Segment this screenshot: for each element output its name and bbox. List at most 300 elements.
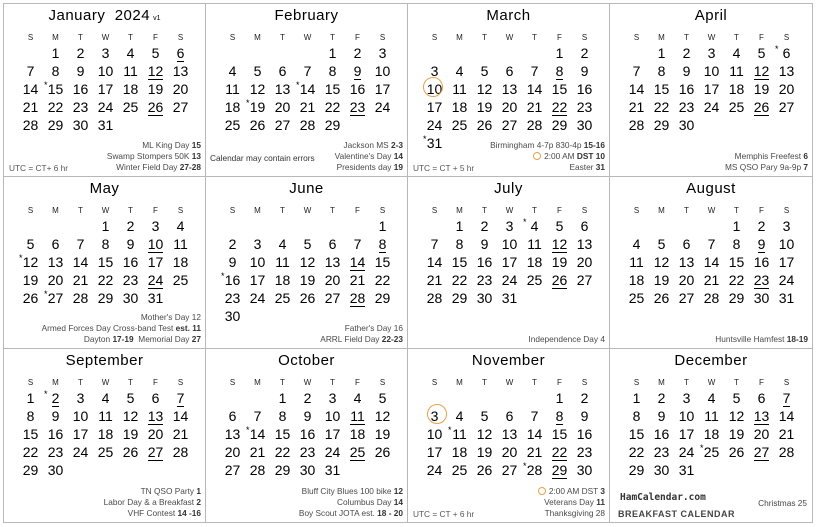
day-cell[interactable]: 17 bbox=[426, 444, 443, 461]
day-cell[interactable]: 9 bbox=[580, 408, 589, 425]
day-cell[interactable]: 7 bbox=[26, 63, 35, 79]
day-cell[interactable]: 15 bbox=[628, 426, 645, 443]
day-cell[interactable]: 16 bbox=[678, 81, 695, 97]
day-cell[interactable]: 5 bbox=[732, 390, 741, 407]
day-cell[interactable]: 19 bbox=[653, 271, 670, 288]
day-cell[interactable]: 1 bbox=[51, 45, 60, 61]
day-cell[interactable]: 21 bbox=[628, 99, 645, 115]
day-cell[interactable]: 2 bbox=[657, 390, 666, 407]
day-cell[interactable]: 1 bbox=[555, 390, 564, 407]
day-cell[interactable]: 22 bbox=[653, 99, 670, 115]
day-cell[interactable]: 11 bbox=[527, 235, 542, 252]
day-cell[interactable]: 7 bbox=[430, 235, 439, 252]
day-cell[interactable]: 4 bbox=[707, 390, 716, 407]
day-cell[interactable]: 30 bbox=[122, 289, 139, 306]
day-cell[interactable]: 2 bbox=[228, 235, 237, 252]
day-cell[interactable]: 12 bbox=[476, 81, 493, 97]
day-cell[interactable]: 26 bbox=[753, 99, 770, 115]
day-cell[interactable]: 26 bbox=[728, 444, 745, 461]
day-cell[interactable]: 20 bbox=[501, 99, 518, 115]
day-cell[interactable]: 18 bbox=[122, 81, 139, 97]
day-cell[interactable]: 30 bbox=[224, 307, 241, 324]
day-cell[interactable]: 11 bbox=[629, 253, 644, 270]
day-cell[interactable]: 10 bbox=[72, 408, 89, 425]
day-cell[interactable]: 26 bbox=[551, 271, 568, 288]
day-cell[interactable]: 29 bbox=[22, 462, 39, 479]
day-cell[interactable]: 18 bbox=[628, 271, 645, 288]
day-cell[interactable]: * 4 bbox=[523, 216, 539, 234]
day-cell[interactable]: 11 bbox=[704, 408, 719, 425]
day-cell[interactable]: 25 bbox=[97, 444, 114, 461]
day-cell[interactable]: 26 bbox=[476, 117, 493, 133]
day-cell[interactable]: 18 bbox=[526, 253, 543, 270]
day-cell[interactable]: 19 bbox=[147, 81, 164, 97]
day-cell[interactable]: 5 bbox=[253, 63, 262, 79]
day-cell[interactable]: 17 bbox=[249, 271, 266, 288]
day-cell[interactable]: 17 bbox=[72, 426, 89, 443]
day-cell[interactable]: 11 bbox=[729, 63, 744, 79]
day-cell[interactable]: 14 bbox=[172, 408, 189, 425]
day-cell[interactable]: 5 bbox=[480, 63, 489, 79]
day-cell[interactable]: 25 bbox=[172, 271, 189, 288]
day-cell[interactable]: 1 bbox=[455, 217, 464, 234]
day-cell[interactable]: 29 bbox=[47, 117, 64, 133]
day-cell[interactable]: 21 bbox=[172, 426, 189, 443]
day-cell[interactable]: 21 bbox=[249, 444, 266, 461]
day-cell[interactable]: 3 bbox=[101, 45, 110, 61]
day-cell[interactable]: 29 bbox=[653, 117, 670, 133]
day-cell[interactable]: 19 bbox=[22, 271, 39, 288]
day-cell[interactable]: 21 bbox=[22, 99, 39, 115]
day-cell[interactable]: 10 bbox=[97, 63, 114, 79]
day-cell[interactable]: 14 bbox=[72, 253, 89, 270]
day-cell[interactable]: 10 bbox=[324, 408, 341, 425]
day-cell[interactable]: 13 bbox=[576, 235, 593, 252]
day-cell[interactable]: 22 bbox=[451, 271, 468, 288]
day-cell[interactable]: 30 bbox=[753, 289, 770, 306]
day-cell[interactable]: 5 bbox=[303, 235, 312, 252]
day-cell[interactable]: 23 bbox=[678, 99, 695, 115]
day-cell[interactable]: 2 bbox=[757, 217, 766, 234]
day-cell[interactable]: 13 bbox=[274, 81, 291, 97]
day-cell[interactable]: 27 bbox=[753, 444, 770, 461]
day-cell[interactable]: 27 bbox=[274, 117, 291, 133]
day-cell[interactable]: 23 bbox=[476, 271, 493, 288]
day-cell[interactable]: 23 bbox=[653, 444, 670, 461]
day-cell[interactable]: 4 bbox=[455, 408, 464, 425]
day-cell[interactable]: 6 bbox=[328, 235, 337, 252]
day-cell[interactable]: 15 bbox=[22, 426, 39, 443]
day-cell[interactable]: 28 bbox=[172, 444, 189, 461]
day-cell[interactable]: 15 bbox=[97, 253, 114, 270]
day-cell[interactable]: 23 bbox=[576, 99, 593, 115]
day-cell[interactable]: 8 bbox=[732, 235, 741, 252]
day-cell[interactable]: 13 bbox=[501, 426, 518, 443]
day-cell[interactable]: 8 bbox=[51, 63, 60, 79]
day-cell[interactable]: 16 bbox=[576, 81, 593, 97]
day-cell[interactable]: 25 bbox=[274, 289, 291, 306]
day-cell[interactable]: 7 bbox=[707, 235, 716, 252]
day-cell[interactable]: 29 bbox=[628, 462, 645, 479]
day-cell[interactable]: 29 bbox=[374, 289, 391, 306]
day-cell[interactable]: 14 bbox=[426, 253, 443, 270]
day-cell[interactable]: 24 bbox=[249, 289, 266, 306]
day-cell[interactable]: 12 bbox=[476, 426, 493, 443]
day-cell[interactable]: 22 bbox=[47, 99, 64, 115]
day-cell[interactable]: 25 bbox=[728, 99, 745, 115]
day-cell[interactable]: 22 bbox=[22, 444, 39, 461]
day-cell[interactable]: 24 bbox=[97, 99, 114, 115]
day-cell[interactable]: 28 bbox=[72, 289, 89, 306]
day-cell[interactable]: 10 bbox=[374, 63, 391, 79]
day-cell[interactable]: 18 bbox=[451, 99, 468, 115]
day-cell[interactable]: 27 bbox=[147, 444, 164, 461]
day-cell[interactable]: 24 bbox=[678, 444, 695, 461]
day-cell[interactable]: 16 bbox=[122, 253, 139, 270]
day-cell[interactable]: 9 bbox=[580, 63, 589, 79]
day-cell[interactable]: 29 bbox=[551, 462, 568, 479]
day-cell[interactable]: 23 bbox=[72, 99, 89, 115]
day-cell[interactable]: 8 bbox=[555, 408, 564, 425]
day-cell[interactable]: 10 bbox=[249, 253, 266, 270]
day-cell[interactable]: 7 bbox=[632, 63, 641, 79]
day-cell[interactable]: 16 bbox=[47, 426, 64, 443]
day-cell[interactable]: 1 bbox=[632, 390, 641, 407]
day-cell[interactable]: 10 bbox=[426, 81, 443, 97]
day-cell[interactable]: 5 bbox=[151, 45, 160, 61]
day-cell[interactable]: 6 bbox=[757, 390, 766, 407]
day-cell[interactable]: 28 bbox=[299, 117, 316, 133]
day-cell[interactable]: 1 bbox=[378, 217, 387, 234]
day-cell[interactable]: 8 bbox=[657, 63, 666, 79]
day-cell[interactable]: 29 bbox=[324, 117, 341, 133]
day-cell[interactable]: 8 bbox=[555, 63, 564, 79]
day-cell[interactable]: 3 bbox=[378, 45, 387, 61]
day-cell[interactable]: 21 bbox=[526, 99, 543, 115]
day-cell[interactable]: 15 bbox=[274, 426, 291, 443]
day-cell[interactable]: 10 bbox=[778, 235, 795, 252]
day-cell[interactable]: 30 bbox=[72, 117, 89, 133]
day-cell[interactable]: 4 bbox=[278, 235, 287, 252]
day-cell[interactable]: 2 bbox=[480, 217, 489, 234]
day-cell[interactable]: 20 bbox=[753, 426, 770, 443]
day-cell[interactable]: 9 bbox=[657, 408, 666, 425]
day-cell[interactable]: * 31 bbox=[423, 134, 443, 151]
day-cell[interactable]: 29 bbox=[97, 289, 114, 306]
day-cell[interactable]: 20 bbox=[501, 444, 518, 461]
day-cell[interactable]: 21 bbox=[426, 271, 443, 288]
day-cell[interactable]: 1 bbox=[328, 45, 337, 61]
day-cell[interactable]: 29 bbox=[551, 117, 568, 133]
day-cell[interactable]: 6 bbox=[151, 390, 160, 407]
day-cell[interactable]: 25 bbox=[526, 271, 543, 288]
day-cell[interactable]: 6 bbox=[505, 408, 514, 425]
day-cell[interactable]: 17 bbox=[678, 426, 695, 443]
day-cell[interactable]: 18 bbox=[172, 253, 189, 270]
day-cell[interactable]: 6 bbox=[682, 235, 691, 252]
day-cell[interactable]: 1 bbox=[657, 45, 666, 61]
day-cell[interactable]: 15 bbox=[374, 253, 391, 270]
day-cell[interactable]: 24 bbox=[426, 462, 443, 479]
day-cell[interactable]: 3 bbox=[430, 63, 439, 79]
day-cell[interactable]: 24 bbox=[778, 271, 795, 288]
day-cell[interactable]: 29 bbox=[728, 289, 745, 306]
day-cell[interactable]: 7 bbox=[530, 63, 539, 79]
day-cell[interactable]: 9 bbox=[757, 235, 766, 252]
day-cell[interactable]: 31 bbox=[147, 289, 164, 306]
day-cell[interactable]: 31 bbox=[501, 289, 518, 306]
day-cell[interactable]: 4 bbox=[101, 390, 110, 407]
day-cell[interactable]: 20 bbox=[324, 271, 341, 288]
day-cell[interactable]: 10 bbox=[703, 63, 720, 79]
day-cell[interactable]: 3 bbox=[430, 408, 439, 425]
day-cell[interactable]: 6 bbox=[278, 63, 287, 79]
day-cell[interactable]: 11 bbox=[275, 253, 290, 270]
day-cell[interactable]: 5 bbox=[378, 390, 387, 407]
day-cell[interactable]: 16 bbox=[476, 253, 493, 270]
day-cell[interactable]: 13 bbox=[501, 81, 518, 97]
day-cell[interactable]: 7 bbox=[782, 390, 791, 407]
day-cell[interactable]: 4 bbox=[455, 63, 464, 79]
day-cell[interactable]: 2 bbox=[682, 45, 691, 61]
day-cell[interactable]: 22 bbox=[374, 271, 391, 288]
day-cell[interactable]: 13 bbox=[324, 253, 341, 270]
day-cell[interactable]: 20 bbox=[172, 81, 189, 97]
day-cell[interactable]: 11 bbox=[350, 408, 365, 425]
day-cell[interactable]: * 16 bbox=[221, 270, 241, 288]
day-cell[interactable]: 22 bbox=[324, 99, 341, 115]
day-cell[interactable]: 2 bbox=[580, 45, 589, 61]
day-cell[interactable]: 29 bbox=[451, 289, 468, 306]
day-cell[interactable]: 6 bbox=[505, 63, 514, 79]
day-cell[interactable]: 14 bbox=[22, 81, 39, 97]
day-cell[interactable]: 22 bbox=[97, 271, 114, 288]
day-cell[interactable]: 23 bbox=[224, 289, 241, 306]
day-cell[interactable]: 15 bbox=[551, 81, 568, 97]
day-cell[interactable]: 15 bbox=[324, 81, 341, 97]
day-cell[interactable]: 20 bbox=[147, 426, 164, 443]
day-cell[interactable]: 14 bbox=[703, 253, 720, 270]
day-cell[interactable]: 2 bbox=[76, 45, 85, 61]
day-cell[interactable]: 17 bbox=[778, 253, 795, 270]
day-cell[interactable]: 23 bbox=[576, 444, 593, 461]
day-cell[interactable]: 3 bbox=[782, 217, 791, 234]
day-cell[interactable]: 2 bbox=[126, 217, 135, 234]
day-cell[interactable]: 21 bbox=[72, 271, 89, 288]
day-cell[interactable]: 9 bbox=[353, 63, 362, 79]
day-cell[interactable]: 15 bbox=[551, 426, 568, 443]
day-cell[interactable]: 31 bbox=[324, 462, 341, 479]
day-cell[interactable]: 25 bbox=[224, 117, 241, 133]
day-cell[interactable]: 21 bbox=[526, 444, 543, 461]
day-cell[interactable]: * 19 bbox=[246, 98, 266, 115]
day-cell[interactable]: 9 bbox=[76, 63, 85, 79]
day-cell[interactable]: 8 bbox=[101, 235, 110, 252]
day-cell[interactable]: 21 bbox=[703, 271, 720, 288]
day-cell[interactable]: 12 bbox=[653, 253, 670, 270]
day-cell[interactable]: 30 bbox=[576, 462, 593, 479]
day-cell[interactable]: 22 bbox=[728, 271, 745, 288]
day-cell[interactable]: 7 bbox=[76, 235, 85, 252]
day-cell[interactable]: 23 bbox=[349, 99, 366, 115]
day-cell[interactable]: 24 bbox=[426, 117, 443, 133]
day-cell[interactable]: 18 bbox=[703, 426, 720, 443]
day-cell[interactable]: 19 bbox=[476, 99, 493, 115]
day-cell[interactable]: 13 bbox=[224, 426, 241, 443]
day-cell[interactable]: 5 bbox=[26, 235, 35, 252]
day-cell[interactable]: 20 bbox=[224, 444, 241, 461]
day-cell[interactable]: 24 bbox=[324, 444, 341, 461]
day-cell[interactable]: 18 bbox=[97, 426, 114, 443]
day-cell[interactable]: 27 bbox=[172, 99, 189, 115]
day-cell[interactable]: 14 bbox=[349, 253, 366, 270]
day-cell[interactable]: 13 bbox=[753, 408, 770, 425]
day-cell[interactable]: 12 bbox=[299, 253, 316, 270]
day-cell[interactable]: 5 bbox=[757, 45, 766, 61]
day-cell[interactable]: 28 bbox=[526, 117, 543, 133]
day-cell[interactable]: * 11 bbox=[448, 425, 467, 443]
day-cell[interactable]: 8 bbox=[328, 63, 337, 79]
day-cell[interactable]: 24 bbox=[374, 99, 391, 115]
day-cell[interactable]: 19 bbox=[476, 444, 493, 461]
day-cell[interactable]: 23 bbox=[47, 444, 64, 461]
day-cell[interactable]: 26 bbox=[374, 444, 391, 461]
day-cell[interactable]: 5 bbox=[657, 235, 666, 252]
day-cell[interactable]: 6 bbox=[228, 408, 237, 425]
day-cell[interactable]: 1 bbox=[732, 217, 741, 234]
day-cell[interactable]: 18 bbox=[274, 271, 291, 288]
day-cell[interactable]: 13 bbox=[47, 253, 64, 270]
day-cell[interactable]: 7 bbox=[253, 408, 262, 425]
day-cell[interactable]: 3 bbox=[253, 235, 262, 252]
day-cell[interactable]: 16 bbox=[753, 253, 770, 270]
day-cell[interactable]: 20 bbox=[678, 271, 695, 288]
day-cell[interactable]: 18 bbox=[224, 99, 241, 115]
day-cell[interactable]: 17 bbox=[374, 81, 391, 97]
day-cell[interactable]: * 6 bbox=[775, 44, 791, 61]
day-cell[interactable]: 26 bbox=[653, 289, 670, 306]
day-cell[interactable]: 30 bbox=[576, 117, 593, 133]
day-cell[interactable]: 12 bbox=[728, 408, 745, 425]
day-cell[interactable]: 5 bbox=[126, 390, 135, 407]
day-cell[interactable]: * 15 bbox=[44, 80, 64, 97]
day-cell[interactable]: 24 bbox=[703, 99, 720, 115]
day-cell[interactable]: 23 bbox=[299, 444, 316, 461]
day-cell[interactable]: * 12 bbox=[19, 252, 39, 270]
day-cell[interactable]: 17 bbox=[147, 253, 164, 270]
day-cell[interactable]: 19 bbox=[551, 253, 568, 270]
day-cell[interactable]: 27 bbox=[576, 271, 593, 288]
day-cell[interactable]: 12 bbox=[122, 408, 139, 425]
day-cell[interactable]: 14 bbox=[628, 81, 645, 97]
day-cell[interactable]: 3 bbox=[76, 390, 85, 407]
day-cell[interactable]: 9 bbox=[126, 235, 135, 252]
day-cell[interactable]: 7 bbox=[303, 63, 312, 79]
day-cell[interactable]: 4 bbox=[126, 45, 135, 61]
day-cell[interactable]: 29 bbox=[274, 462, 291, 479]
day-cell[interactable]: 2 bbox=[303, 390, 312, 407]
day-cell[interactable]: 26 bbox=[299, 289, 316, 306]
day-cell[interactable]: 9 bbox=[303, 408, 312, 425]
day-cell[interactable]: 7 bbox=[176, 390, 185, 407]
day-cell[interactable]: 19 bbox=[728, 426, 745, 443]
day-cell[interactable]: 28 bbox=[703, 289, 720, 306]
day-cell[interactable]: 19 bbox=[122, 426, 139, 443]
day-cell[interactable]: 3 bbox=[328, 390, 337, 407]
day-cell[interactable]: 28 bbox=[628, 117, 645, 133]
day-cell[interactable]: 4 bbox=[228, 63, 237, 79]
day-cell[interactable]: 27 bbox=[678, 289, 695, 306]
day-cell[interactable]: 31 bbox=[678, 462, 695, 479]
day-cell[interactable]: 12 bbox=[147, 63, 164, 79]
day-cell[interactable]: 3 bbox=[707, 45, 716, 61]
day-cell[interactable]: 2 bbox=[580, 390, 589, 407]
day-cell[interactable]: 26 bbox=[147, 99, 164, 115]
day-cell[interactable]: 16 bbox=[653, 426, 670, 443]
day-cell[interactable]: 15 bbox=[653, 81, 670, 97]
day-cell[interactable]: 28 bbox=[22, 117, 39, 133]
day-cell[interactable]: 4 bbox=[732, 45, 741, 61]
day-cell[interactable]: 21 bbox=[349, 271, 366, 288]
day-cell[interactable]: 19 bbox=[299, 271, 316, 288]
day-cell[interactable]: 27 bbox=[778, 99, 795, 115]
day-cell[interactable]: 10 bbox=[426, 426, 443, 443]
day-cell[interactable]: 10 bbox=[147, 235, 164, 252]
day-cell[interactable]: 18 bbox=[728, 81, 745, 97]
day-cell[interactable]: 31 bbox=[97, 117, 114, 133]
day-cell[interactable]: 21 bbox=[299, 99, 316, 115]
day-cell[interactable]: 23 bbox=[122, 271, 139, 288]
day-cell[interactable]: 1 bbox=[278, 390, 287, 407]
day-cell[interactable]: 13 bbox=[778, 63, 795, 79]
day-cell[interactable]: 2 bbox=[353, 45, 362, 61]
day-cell[interactable]: 25 bbox=[451, 462, 468, 479]
day-cell[interactable]: 9 bbox=[228, 253, 237, 270]
day-cell[interactable]: 11 bbox=[123, 63, 138, 79]
day-cell[interactable]: 8 bbox=[278, 408, 287, 425]
day-cell[interactable]: 26 bbox=[249, 117, 266, 133]
day-cell[interactable]: 15 bbox=[451, 253, 468, 270]
day-cell[interactable]: 3 bbox=[151, 217, 160, 234]
day-cell[interactable]: 16 bbox=[299, 426, 316, 443]
day-cell[interactable]: 4 bbox=[353, 390, 362, 407]
day-cell[interactable]: 19 bbox=[374, 426, 391, 443]
day-cell[interactable]: 20 bbox=[576, 253, 593, 270]
day-cell[interactable]: 12 bbox=[374, 408, 391, 425]
day-cell[interactable]: 17 bbox=[501, 253, 518, 270]
day-cell[interactable]: 14 bbox=[526, 426, 543, 443]
day-cell[interactable]: 7 bbox=[353, 235, 362, 252]
day-cell[interactable]: 11 bbox=[98, 408, 113, 425]
day-cell[interactable]: 30 bbox=[653, 462, 670, 479]
day-cell[interactable]: 20 bbox=[47, 271, 64, 288]
day-cell[interactable]: 6 bbox=[580, 217, 589, 234]
day-cell[interactable]: 1 bbox=[555, 45, 564, 61]
day-cell[interactable]: * 28 bbox=[523, 461, 543, 479]
day-cell[interactable]: 5 bbox=[555, 217, 564, 234]
day-cell[interactable]: 22 bbox=[551, 99, 568, 115]
day-cell[interactable]: 13 bbox=[678, 253, 695, 270]
day-cell[interactable]: 1 bbox=[101, 217, 110, 234]
day-cell[interactable]: 17 bbox=[324, 426, 341, 443]
day-cell[interactable]: 23 bbox=[753, 271, 770, 288]
day-cell[interactable]: 31 bbox=[778, 289, 795, 306]
day-cell[interactable]: 24 bbox=[72, 444, 89, 461]
day-cell[interactable]: 3 bbox=[505, 217, 514, 234]
day-cell[interactable]: 13 bbox=[147, 408, 164, 425]
day-cell[interactable]: 16 bbox=[576, 426, 593, 443]
day-cell[interactable]: 17 bbox=[97, 81, 114, 97]
